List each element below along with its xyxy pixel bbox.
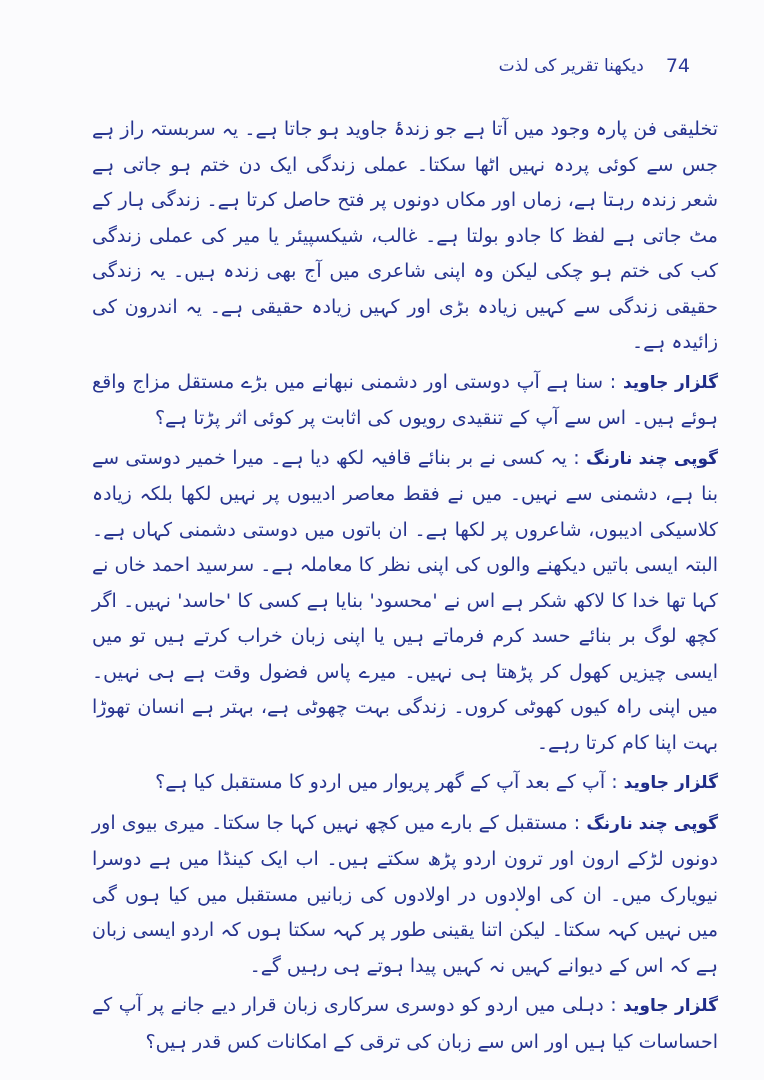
paragraph-text: : یہ کسی نے بر بنائے قافیہ لکھ دیا ہے۔ میرا خمیر دوستی سے بنا ہے، دشمنی سے نہیں۔ میں نے فقط معاصر ادیبوں پر نہیں لکھا بلکہ زیادہ کلاسیکی ادیبوں، شاعروں پر لکھا ہے۔ ان باتوں میں دوستی دشمنی کہاں ہے۔ البتہ ایسی باتیں دیکھنے والوں کی اپنی نظر کا معاملہ ہے۔ سرسید احمد خاں نے کہا تھا خدا کا لاکھ شکر ہے اس نے 'محسود' بنایا ہے کسی کا 'حاسد' نہیں۔ اگر کچھ لوگ بر بنائے حسد کرم فرماتے ہیں یا اپنی زبان خراب کرتے ہیں تو میں ایسی چیزیں کھول کر پڑھتا ہی نہیں۔ میرے پاس فضول وقت ہے ہی نہیں۔ میں اپنی راہ کیوں کھوٹی کروں۔ زندگی بہت چھوٹی ہے، بہتر ہے انسان تھوڑا بہت اپنا کام کرتا رہے۔ (92, 446, 718, 754)
answer-paragraph (92, 441, 718, 762)
question-paragraph (92, 365, 718, 437)
page-number: 74 (665, 55, 690, 77)
speaker-name: گلزار جاوید (623, 773, 718, 793)
paragraph-text: : آپ کے بعد آپ کے گھر پریوار میں اردو کا مستقبل کیا ہے؟ (155, 771, 618, 793)
paragraph-text: : سنا ہے آپ دوستی اور دشمنی نبھانے میں بڑے مستقل مزاج واقع ہوئے ہیں۔ اس سے آپ کے تنقیدی رویوں کی اثابت پر کوئی اثر پڑتا ہے؟ (92, 370, 718, 429)
speaker-name: گوپی چند نارنگ (586, 813, 718, 834)
paragraph-text: : مستقبل کے بارے میں کچھ نہیں کہا جا سکتا۔ میری بیوی اور دونوں لڑکے ارون اور ترون اردو پڑھ سکتے ہیں۔ اب ایک کینڈا میں ہے دوسرا نیویارک میں۔ ان کی اولادوں در اولادوں کی زبانیں مستقبل میں کیا ہوں گی میں نہیں کہہ سکتا۔ لیکن اتنا یقینی طور پر کہہ سکتا ہوں کہ اردو ایسی زبان ہے کہ اس کے دیوانے کہیں نہ کہیں پیدا ہوتے ہی رہیں گے۔ (92, 811, 718, 977)
running-title: دیکھنا تقریر کی لذت (498, 56, 644, 76)
paragraph-text: تخلیقی فن پارہ وجود میں آتا ہے جو زندۂ جاوید ہو جاتا ہے۔ یہ سربستہ راز ہے جس سے کوئی پردہ نہیں اٹھا سکتا۔ عملی زندگی ایک دن ختم ہو جاتی ہے شعر زندہ رہتا ہے، زماں اور مکاں دونوں پر فتح حاصل کرتا ہے۔ زندگی ہار کے مٹ جاتی ہے لفظ کا جادو بولتا ہے۔ غالب، شیکسپیئر یا میر کی عملی زندگی کب کی ختم ہو چکی لیکن وہ اپنی شاعری میں آج بھی زندہ ہیں۔ یہ زندگی حقیقی زندگی سے کہیں زیادہ بڑی اور کہیں زیادہ حقیقی ہے۔ یہ اندرون کی زائیدہ ہے۔ (92, 118, 718, 353)
speaker-name: گلزار جاوید (623, 996, 718, 1016)
speaker-name: گلزار جاوید (622, 372, 719, 393)
question-paragraph (92, 988, 718, 1060)
paragraph-text: : دہلی میں اردو کو دوسری سرکاری زبان قرار دیے جانے پر آپ کے احساسات کیا ہیں اور اس سے زبان کی ترقی کے امکانات کس قدر ہیں؟ (92, 994, 718, 1053)
speaker-name: گوپی چند نارنگ (586, 448, 718, 469)
page-body (92, 112, 718, 1064)
question-paragraph (92, 765, 718, 802)
ink-speck: • (514, 905, 520, 916)
paragraph-intro (92, 112, 718, 361)
answer-paragraph (92, 806, 718, 985)
page-header (400, 46, 690, 86)
